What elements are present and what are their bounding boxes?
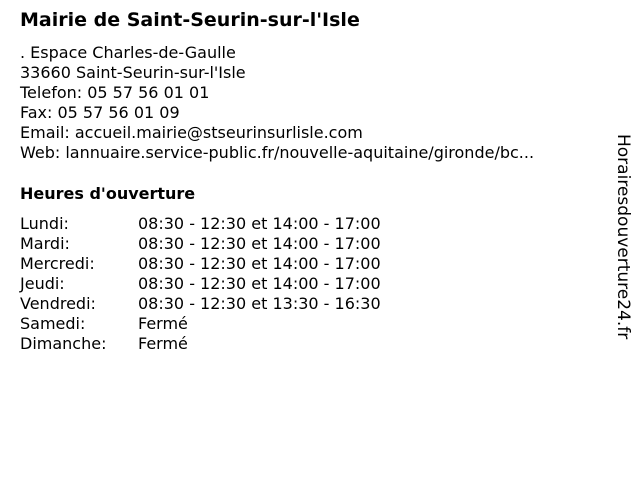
opening-hours-list: [20, 214, 440, 354]
website-url: Web: lannuaire.service-public.fr/nouvelle-aquitaine/gironde/bc...: [20, 143, 535, 162]
day-label: Mardi:: [20, 234, 70, 253]
hours-row-friday: [20, 294, 440, 314]
day-label: Dimanche:: [20, 334, 107, 353]
hours-row-thursday: [20, 274, 440, 294]
email-address: Email: accueil.mairie@stseurinsurlisle.com: [20, 123, 363, 142]
hours-row-tuesday: [20, 234, 440, 254]
address-line-2: 33660 Saint-Seurin-sur-l'Isle: [20, 63, 246, 82]
hours-row-sunday: [20, 334, 440, 354]
day-label: Mercredi:: [20, 254, 95, 273]
day-label: Samedi:: [20, 314, 86, 333]
time-value: Fermé: [138, 334, 188, 353]
hours-heading: Heures d'ouverture: [20, 184, 196, 203]
page-title: Mairie de Saint-Seurin-sur-l'Isle: [20, 9, 360, 31]
time-value: 08:30 - 12:30 et 14:00 - 17:00: [138, 274, 381, 293]
day-label: Vendredi:: [20, 294, 96, 313]
time-value: 08:30 - 12:30 et 14:00 - 17:00: [138, 234, 381, 253]
time-value: 08:30 - 12:30 et 14:00 - 17:00: [138, 254, 381, 273]
contact-block: [20, 43, 534, 163]
time-value: 08:30 - 12:30 et 14:00 - 17:00: [138, 214, 381, 233]
phone-number: Telefon: 05 57 56 01 01: [20, 83, 210, 102]
address-line-1: . Espace Charles-de-Gaulle: [20, 43, 236, 62]
time-value: 08:30 - 12:30 et 13:30 - 16:30: [138, 294, 381, 313]
site-watermark: Horairesdouverture24.fr: [613, 134, 633, 340]
hours-row-wednesday: [20, 254, 440, 274]
day-label: Jeudi:: [20, 274, 65, 293]
fax-number: Fax: 05 57 56 01 09: [20, 103, 180, 122]
day-label: Lundi:: [20, 214, 69, 233]
hours-row-monday: [20, 214, 440, 234]
time-value: Fermé: [138, 314, 188, 333]
hours-row-saturday: [20, 314, 440, 334]
